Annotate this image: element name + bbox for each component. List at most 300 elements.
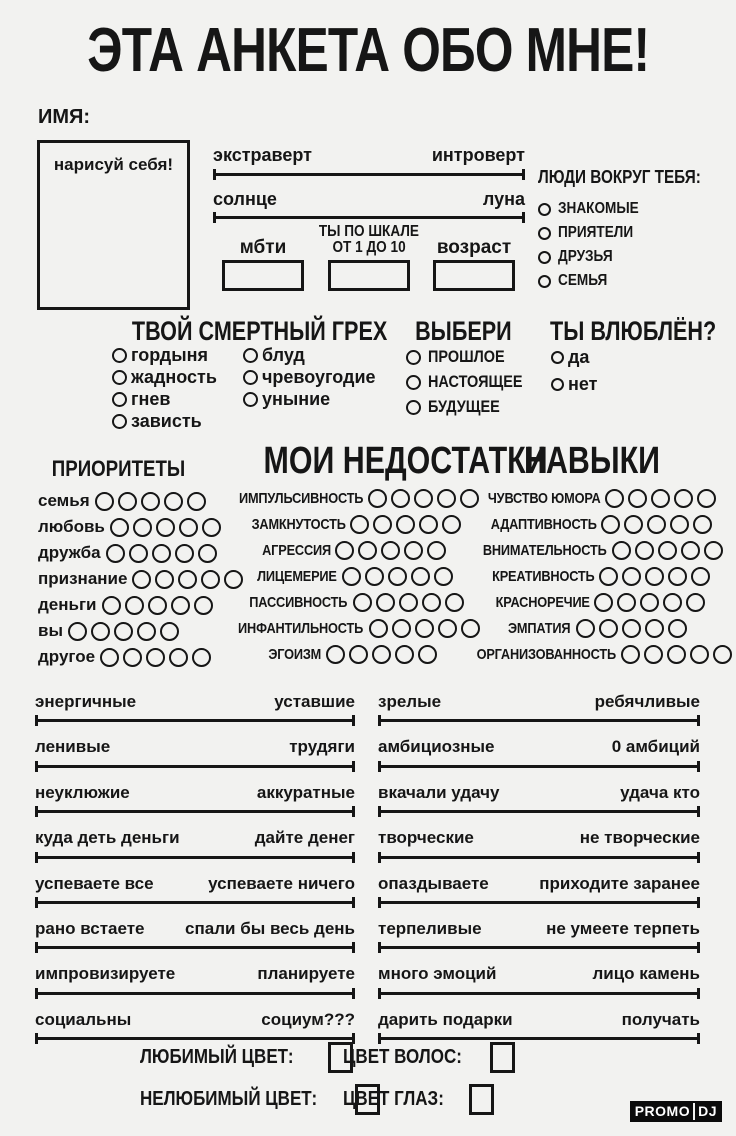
radio-circle[interactable] (112, 392, 127, 407)
rating-circle[interactable] (156, 518, 175, 537)
rating-circle[interactable] (368, 489, 387, 508)
spectrum-extrovert-introvert (213, 145, 525, 180)
flaw-label: ЭГОИЗМ (268, 646, 322, 663)
eye-color-label: ЦВЕТ ГЛАЗ: (343, 1088, 444, 1110)
slider-track[interactable] (378, 988, 700, 999)
rating-circle[interactable] (95, 492, 114, 511)
rating-dots (335, 541, 446, 560)
draw-hint-label: нарисуй себя! (53, 155, 174, 174)
rating-dots (106, 544, 217, 563)
slider-track[interactable] (378, 715, 700, 726)
skill-label: ОРГАНИЗОВАННОСТЬ (476, 646, 616, 663)
page-title: ЭТА АНКЕТА ОБО МНЕ! (87, 16, 649, 85)
priority-label: вы (38, 621, 63, 640)
personality-spectrums (213, 145, 525, 232)
slider-track[interactable] (378, 897, 700, 908)
rating-circle[interactable] (670, 515, 689, 534)
radio-circle[interactable] (538, 251, 551, 264)
priority-row (38, 569, 234, 589)
rating-circle[interactable] (599, 619, 618, 638)
spectrum-right-label: луна (482, 188, 525, 209)
radio-circle[interactable] (406, 375, 421, 390)
sin-option-label: гнев (131, 388, 171, 409)
skill-label: ЭМПАТИЯ (508, 620, 571, 637)
rating-circle[interactable] (148, 596, 167, 615)
slider-right-label: удача кто (620, 782, 700, 802)
rating-circle[interactable] (576, 619, 595, 638)
rating-circle[interactable] (658, 541, 677, 560)
flaw-row (228, 541, 468, 560)
people-option-row (538, 224, 728, 242)
radio-circle[interactable] (112, 348, 127, 363)
deadly-sin-col1 (112, 346, 217, 434)
rating-circle[interactable] (422, 593, 441, 612)
rating-dots (110, 518, 221, 537)
slider-row (35, 692, 355, 726)
rating-circle[interactable] (644, 645, 663, 664)
slider-track[interactable] (35, 852, 355, 863)
choose-option-row (406, 397, 539, 417)
slider-track[interactable] (35, 988, 355, 999)
rating-circle[interactable] (622, 619, 641, 638)
rating-circle[interactable] (399, 593, 418, 612)
rating-circle[interactable] (691, 567, 710, 586)
slider-left-label: дарить подарки (378, 1009, 513, 1029)
rating-circle[interactable] (187, 492, 206, 511)
slider-track[interactable] (35, 761, 355, 772)
promo-dj-logo-text: PROMO (634, 1103, 691, 1119)
choose-option-label: БУДУЩЕЕ (428, 397, 500, 416)
slider-track[interactable] (378, 852, 700, 863)
rating-circle[interactable] (335, 541, 354, 560)
love-option-label: нет (568, 374, 598, 394)
rating-circle[interactable] (617, 593, 636, 612)
rating-circle[interactable] (418, 645, 437, 664)
love-option-label: да (568, 347, 590, 367)
slider-right-label: дайте денег (254, 828, 355, 848)
slider-left-label: творческие (378, 828, 474, 848)
rating-circle[interactable] (373, 515, 392, 534)
slider-right-label: лицо камень (592, 964, 700, 984)
slider-left-label: энергичные (35, 692, 137, 711)
rating-circle[interactable] (132, 570, 151, 589)
deadly-sin-title-wrap (100, 316, 388, 347)
slider-left-label: рано встаете (35, 918, 145, 938)
rating-circle[interactable] (110, 518, 129, 537)
slider-row (378, 783, 700, 817)
rating-circle[interactable] (415, 619, 434, 638)
slider-row (35, 737, 355, 771)
rating-dots (353, 593, 464, 612)
rating-circle[interactable] (693, 515, 712, 534)
people-option-label: ПРИЯТЕЛИ (558, 224, 634, 241)
flaw-label: ПАССИВНОСТЬ (249, 594, 348, 611)
rating-circle[interactable] (376, 593, 395, 612)
rating-dots (132, 570, 243, 589)
priority-label: любовь (38, 517, 105, 536)
flaw-row (228, 645, 468, 664)
favorite-color-label: ЛЮБИМЫЙ ЦВЕТ: (140, 1046, 294, 1068)
people-option-row (538, 272, 728, 290)
hair-color-label: ЦВЕТ ВОЛОС: (343, 1046, 462, 1068)
rating-circle[interactable] (437, 489, 456, 508)
slider-left-label: куда деть деньги (35, 828, 180, 848)
rating-dots (599, 567, 710, 586)
slider-row (378, 874, 700, 908)
rating-circle[interactable] (198, 544, 217, 563)
slider-right-label: социум??? (261, 1009, 355, 1029)
radio-circle[interactable] (406, 350, 421, 365)
sin-option-label: зависть (131, 410, 202, 431)
slider-row (378, 964, 700, 998)
slider-left-label: много эмоций (378, 964, 497, 984)
skills-section (462, 442, 722, 671)
rating-circle[interactable] (194, 596, 213, 615)
rating-circle[interactable] (599, 567, 618, 586)
slider-track[interactable] (378, 942, 700, 953)
rating-circle[interactable] (640, 593, 659, 612)
flaw-label: АГРЕССИЯ (261, 542, 331, 559)
rating-dots (68, 622, 179, 641)
rating-circle[interactable] (118, 492, 137, 511)
mbti-label: мбти (239, 237, 287, 258)
rating-circle[interactable] (404, 541, 423, 560)
age-label: возраст (436, 237, 512, 258)
people-around-title: ЛЮДИ ВОКРУГ ТЕБЯ: (538, 167, 701, 187)
rating-dots (342, 567, 453, 586)
slider-track[interactable] (35, 942, 355, 953)
rating-circle[interactable] (342, 567, 361, 586)
people-option-row (538, 248, 728, 266)
slider-row (378, 828, 700, 862)
rating-dots (350, 515, 461, 534)
rating-dots (601, 515, 712, 534)
slider-track[interactable] (35, 715, 355, 726)
rating-circle[interactable] (388, 567, 407, 586)
rating-circle[interactable] (624, 515, 643, 534)
rating-circle[interactable] (123, 648, 142, 667)
in-love-title-wrap (550, 316, 736, 347)
age-input[interactable] (433, 260, 515, 291)
choose-option-label: ПРОШЛОЕ (428, 347, 505, 366)
slider-track[interactable] (378, 806, 700, 817)
slider-track[interactable] (378, 761, 700, 772)
skill-label: ЧУВСТВО ЮМОРА (487, 490, 601, 507)
rating-circle[interactable] (133, 518, 152, 537)
choose-title-wrap (403, 316, 512, 347)
rating-circle[interactable] (419, 515, 438, 534)
slider-right-label: спали бы весь день (185, 918, 355, 938)
rating-circle[interactable] (681, 541, 700, 560)
slider-track[interactable] (35, 897, 355, 908)
priority-label: другое (38, 647, 96, 666)
rating-circle[interactable] (628, 489, 647, 508)
rating-circle[interactable] (442, 515, 461, 534)
slider-right-label: аккуратные (256, 782, 355, 802)
rating-circle[interactable] (202, 518, 221, 537)
rating-circle[interactable] (178, 570, 197, 589)
spectrum-sun-moon (213, 189, 525, 224)
slider-row (35, 1010, 355, 1044)
rating-dots (102, 596, 213, 615)
radio-circle[interactable] (551, 378, 564, 391)
radio-circle[interactable] (551, 351, 564, 364)
self-portrait-draw-area[interactable] (37, 140, 190, 310)
rating-circle[interactable] (192, 648, 211, 667)
rating-circle[interactable] (663, 593, 682, 612)
sin-option-row (243, 346, 376, 365)
choose-title: ВЫБЕРИ (415, 316, 512, 346)
flaw-row (228, 567, 468, 586)
rating-circle[interactable] (146, 648, 165, 667)
rating-circle[interactable] (621, 645, 640, 664)
rating-circle[interactable] (179, 518, 198, 537)
rating-circle[interactable] (372, 645, 391, 664)
sin-option-label: чревоугодие (261, 366, 376, 387)
rating-circle[interactable] (601, 515, 620, 534)
rating-circle[interactable] (381, 541, 400, 560)
sliders-left-column (35, 692, 355, 1055)
rating-dots (326, 645, 437, 664)
rating-circle[interactable] (391, 489, 410, 508)
rating-circle[interactable] (645, 567, 664, 586)
rating-circle[interactable] (414, 489, 433, 508)
priority-row (38, 621, 234, 641)
rating-circle[interactable] (353, 593, 372, 612)
rating-circle[interactable] (152, 544, 171, 563)
flaw-label: ЗАМКНУТОСТЬ (251, 516, 346, 533)
rating-circle[interactable] (201, 570, 220, 589)
rating-circle[interactable] (704, 541, 723, 560)
hair-color-box[interactable] (490, 1042, 515, 1073)
priority-label: семья (38, 491, 90, 510)
people-option-label: ДРУЗЬЯ (558, 248, 613, 265)
slider-right-label: планируете (257, 964, 355, 984)
rating-circle[interactable] (365, 567, 384, 586)
spectrum-left-label: экстраверт (213, 145, 312, 165)
slider-right-label: приходите заранее (539, 873, 700, 893)
rating-circle[interactable] (129, 544, 148, 563)
rating-circle[interactable] (445, 593, 464, 612)
rating-circle[interactable] (169, 648, 188, 667)
sin-option-label: жадность (131, 366, 217, 387)
rating-dots (612, 541, 723, 560)
rating-circle[interactable] (668, 619, 687, 638)
rating-dots (95, 492, 206, 511)
sin-option-row (112, 368, 217, 387)
people-around-section (538, 167, 728, 296)
slider-row (35, 783, 355, 817)
spectrum-track[interactable] (213, 169, 525, 180)
sin-option-row (112, 412, 217, 431)
flaw-row (228, 593, 468, 612)
slider-row (378, 737, 700, 771)
rating-circle[interactable] (667, 645, 686, 664)
rating-circle[interactable] (114, 622, 133, 641)
skill-label: АДАПТИВНОСТЬ (490, 516, 597, 533)
slider-row (35, 874, 355, 908)
radio-circle[interactable] (538, 203, 551, 216)
flaw-label: ЛИЦЕМЕРИЕ (257, 568, 337, 585)
slider-right-label: не умеете терпеть (546, 918, 700, 938)
rating-circle[interactable] (690, 645, 709, 664)
radio-circle[interactable] (112, 370, 127, 385)
slider-left-label: вкачали удачу (378, 782, 500, 802)
promo-dj-logo-text: DJ (698, 1103, 717, 1119)
skill-row (462, 593, 722, 612)
skill-row (462, 619, 722, 638)
priorities-section (38, 456, 234, 673)
eye-color-box[interactable] (469, 1084, 494, 1115)
priority-row (38, 491, 234, 511)
priorities-title: ПРИОРИТЕТЫ (51, 456, 185, 481)
rating-circle[interactable] (102, 596, 121, 615)
radio-circle[interactable] (243, 392, 258, 407)
slider-right-label: получать (621, 1009, 700, 1029)
radio-circle[interactable] (538, 227, 551, 240)
slider-left-label: опаздываете (378, 873, 489, 893)
rating-circle[interactable] (106, 544, 125, 563)
skill-label: ВНИМАТЕЛЬНОСТЬ (483, 542, 607, 559)
least-favorite-color-label: НЕЛЮБИМЫЙ ЦВЕТ: (140, 1088, 318, 1110)
rating-dots (594, 593, 705, 612)
rating-circle[interactable] (411, 567, 430, 586)
rating-circle[interactable] (612, 541, 631, 560)
priority-label: деньги (38, 595, 97, 614)
sin-option-label: блуд (261, 345, 305, 365)
slider-left-label: амбициозные (378, 737, 495, 757)
rating-circle[interactable] (326, 645, 345, 664)
skills-title: НАВЫКИ (523, 440, 661, 482)
rating-circle[interactable] (697, 489, 716, 508)
priority-label: дружба (38, 543, 101, 562)
people-option-row (538, 200, 728, 218)
page-title-wrap (0, 18, 736, 83)
rating-circle[interactable] (645, 619, 664, 638)
mbti-input[interactable] (222, 260, 304, 291)
slider-right-label: трудяги (289, 737, 355, 757)
skill-row (462, 489, 722, 508)
slider-right-label: успеваете ничего (208, 873, 355, 893)
priority-row (38, 647, 234, 667)
slider-right-label: не творческие (579, 828, 700, 848)
rating-circle[interactable] (395, 645, 414, 664)
logo-divider (693, 1103, 695, 1120)
spectrum-track[interactable] (213, 212, 525, 223)
deadly-sin-options (112, 346, 376, 434)
choose-option-row (406, 347, 539, 367)
rating-circle[interactable] (175, 544, 194, 563)
rating-circle[interactable] (349, 645, 368, 664)
rating-circle[interactable] (392, 619, 411, 638)
rating-circle[interactable] (171, 596, 190, 615)
favorite-color-field (140, 1042, 353, 1073)
choose-options (406, 347, 539, 422)
flaw-row (228, 619, 468, 638)
in-love-title: ТЫ ВЛЮБЛЁН? (550, 316, 717, 346)
sin-option-label: гордыня (131, 345, 208, 365)
slider-row (378, 692, 700, 726)
slider-row (35, 828, 355, 862)
rating-circle[interactable] (141, 492, 160, 511)
eye-color-field (343, 1084, 494, 1115)
rating-circle[interactable] (369, 619, 388, 638)
rating-circle[interactable] (100, 648, 119, 667)
rating-circle[interactable] (668, 567, 687, 586)
priority-row (38, 595, 234, 615)
rating-circle[interactable] (686, 593, 705, 612)
rating-circle[interactable] (91, 622, 110, 641)
rating-circle[interactable] (635, 541, 654, 560)
people-option-label: СЕМЬЯ (558, 272, 608, 289)
spectrum-right-label: интроверт (431, 145, 525, 165)
rating-circle[interactable] (358, 541, 377, 560)
slider-row (378, 919, 700, 953)
slider-row (35, 919, 355, 953)
radio-circle[interactable] (406, 400, 421, 415)
choose-option-row (406, 372, 539, 392)
rating-circle[interactable] (155, 570, 174, 589)
slider-left-label: ленивые (35, 737, 111, 757)
skill-row (462, 645, 722, 664)
rating-circle[interactable] (605, 489, 624, 508)
skill-row (462, 541, 722, 560)
rating-circle[interactable] (622, 567, 641, 586)
sin-option-row (243, 390, 376, 409)
slider-left-label: импровизируете (35, 964, 176, 984)
rating-circle[interactable] (651, 489, 670, 508)
spectrum-left-label: солнце (213, 188, 277, 209)
rating-circle[interactable] (594, 593, 613, 612)
rating-circle[interactable] (438, 619, 457, 638)
scale-1-10-input[interactable] (328, 260, 410, 291)
rating-circle[interactable] (160, 622, 179, 641)
rating-circle[interactable] (713, 645, 732, 664)
slider-right-label: 0 амбиций (611, 737, 700, 757)
radio-circle[interactable] (243, 348, 258, 363)
flaw-label: ИМПУЛЬСИВНОСТЬ (238, 490, 364, 507)
rating-circle[interactable] (137, 622, 156, 641)
rating-circle[interactable] (427, 541, 446, 560)
rating-dots (576, 619, 687, 638)
love-option-row (551, 374, 597, 395)
skill-label: КРАСНОРЕЧИЕ (495, 594, 590, 611)
rating-circle[interactable] (68, 622, 87, 641)
priority-label: признание (38, 569, 128, 588)
rating-circle[interactable] (350, 515, 369, 534)
slider-left-label: зрелые (378, 692, 442, 711)
rating-circle[interactable] (647, 515, 666, 534)
slider-track[interactable] (35, 806, 355, 817)
radio-circle[interactable] (112, 414, 127, 429)
flaw-row (228, 489, 468, 508)
radio-circle[interactable] (538, 275, 551, 288)
deadly-sin-col2 (243, 346, 376, 434)
rating-circle[interactable] (396, 515, 415, 534)
slider-row (35, 964, 355, 998)
slider-right-label: уставшие (274, 692, 355, 711)
rating-circle[interactable] (125, 596, 144, 615)
skill-label: КРЕАТИВНОСТЬ (491, 568, 595, 585)
flaws-title: МОИ НЕДОСТАТКИ (263, 440, 548, 482)
rating-circle[interactable] (674, 489, 693, 508)
skill-row (462, 567, 722, 586)
rating-circle[interactable] (164, 492, 183, 511)
name-label: ИМЯ: (38, 106, 91, 128)
rating-circle[interactable] (434, 567, 453, 586)
radio-circle[interactable] (243, 370, 258, 385)
hair-color-field (343, 1042, 515, 1073)
